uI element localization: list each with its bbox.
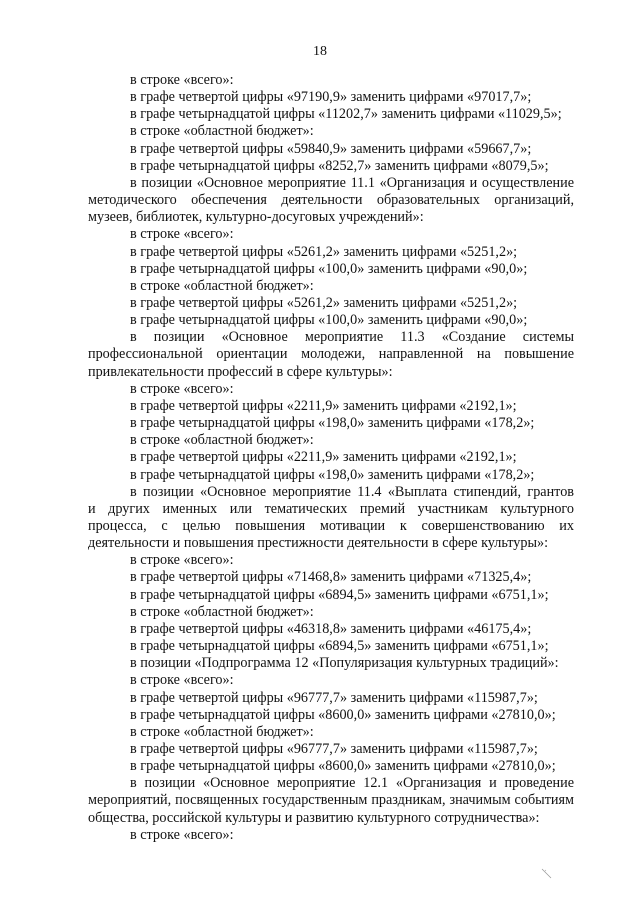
text-line: в строке «областной бюджет»: (130, 432, 314, 449)
text-line: в графе четырнадцатой цифры «8600,0» заменить цифрами «27810,0»; (130, 706, 556, 723)
paragraph-line: процесса, с целью повышения мотивации к совершенствованию их (88, 517, 574, 534)
text-line: в строке «всего»: (130, 72, 234, 88)
text-line: в графе четвертой цифры «2211,9» заменить цифрами «2192,1»; (130, 449, 517, 466)
text-line: в графе четырнадцатой цифры «8600,0» заменить цифрами «27810,0»; (130, 758, 556, 775)
paragraph-last-line: музеев, библиотек, культурно-досуговых учреждений»: (88, 209, 424, 226)
paragraph-first-line: в позиции «Основное мероприятие 12.1 «Организация и проведение (130, 775, 574, 792)
text-line: в строке «областной бюджет»: (130, 723, 314, 740)
text-line: в строке «областной бюджет»: (130, 123, 314, 140)
paragraph-line: и других именных или тематических премий участникам культурного (88, 500, 574, 517)
text-line: в строке «всего»: (130, 672, 234, 689)
text-line: в строке «всего»: (130, 226, 234, 243)
text-line: в графе четырнадцатой цифры «198,0» заменить цифрами «178,2»; (130, 415, 535, 432)
text-line: в графе четырнадцатой цифры «11202,7» заменить цифрами «11029,5»; (130, 106, 562, 123)
text-line: в строке «всего»: (130, 380, 234, 397)
text-line: в графе четвертой цифры «2211,9» заменить цифрами «2192,1»; (130, 397, 517, 414)
page-number: 18 (313, 44, 327, 59)
paragraph-last-line: привлекательности профессий в сфере культуры»: (88, 363, 393, 380)
text-line: в строке «всего»: (130, 826, 234, 843)
text-line: в строке «областной бюджет»: (130, 603, 314, 620)
paragraph-last-line: деятельности и повышения престижности деятельности в сфере культуры»: (88, 535, 549, 552)
text-line: в графе четвертой цифры «71468,8» заменить цифрами «71325,4»; (130, 569, 532, 586)
text-line: в графе четвертой цифры «46318,8» заменить цифрами «46175,4»; (130, 620, 532, 637)
text-line: в графе четвертой цифры «5261,2» заменить цифрами «5251,2»; (130, 243, 518, 260)
text-line: в графе четвертой цифры «59840,9» заменить цифрами «59667,7»; (130, 140, 532, 157)
paragraph-line: мероприятий, посвященных государственным праздникам, значимым событиям (88, 792, 574, 809)
text-line: в графе четырнадцатой цифры «6894,5» заменить цифрами «6751,1»; (130, 586, 549, 603)
text-line: в графе четвертой цифры «96777,7» заменить цифрами «115987,7»; (130, 689, 538, 706)
paragraph-first-line: в позиции «Основное мероприятие 11.3 «Создание системы (130, 329, 574, 346)
text-line: в графе четырнадцатой цифры «6894,5» заменить цифрами «6751,1»; (130, 638, 549, 655)
text-line: в графе четырнадцатой цифры «8252,7» заменить цифрами «8079,5»; (130, 157, 549, 174)
paragraph-last-line: общества, российской культуры и развитию культурного сотрудничества»: (88, 809, 540, 826)
text-line: в графе четвертой цифры «97190,9» заменить цифрами «97017,7»; (130, 89, 532, 106)
paragraph-line: методического обеспечения деятельности образовательных организаций, (88, 192, 574, 209)
text-line: в позиции «Подпрограмма 12 «Популяризация культурных традиций»: (130, 655, 559, 672)
text-line: в графе четырнадцатой цифры «100,0» заменить цифрами «90,0»; (130, 260, 528, 277)
text-line: в графе четырнадцатой цифры «100,0» заменить цифрами «90,0»; (130, 312, 528, 329)
text-line: в графе четвертой цифры «96777,7» заменить цифрами «115987,7»; (130, 740, 538, 757)
text-line: в строке «всего»: (130, 552, 234, 569)
paragraph-first-line: в позиции «Основное мероприятие 11.4 «Выплата стипендий, грантов (130, 483, 574, 500)
text-line: в графе четырнадцатой цифры «198,0» заменить цифрами «178,2»; (130, 466, 535, 483)
text-line: в графе четвертой цифры «5261,2» заменить цифрами «5251,2»; (130, 295, 518, 311)
paragraph-first-line: в позиции «Основное мероприятие 11.1 «Организация и осуществление (130, 174, 574, 191)
paragraph-line: профессиональной ориентации молодежи, направленной на повышение (88, 346, 574, 363)
document-body (88, 72, 574, 844)
scan-artifact-mark (541, 868, 553, 880)
text-line: в строке «областной бюджет»: (130, 277, 314, 294)
